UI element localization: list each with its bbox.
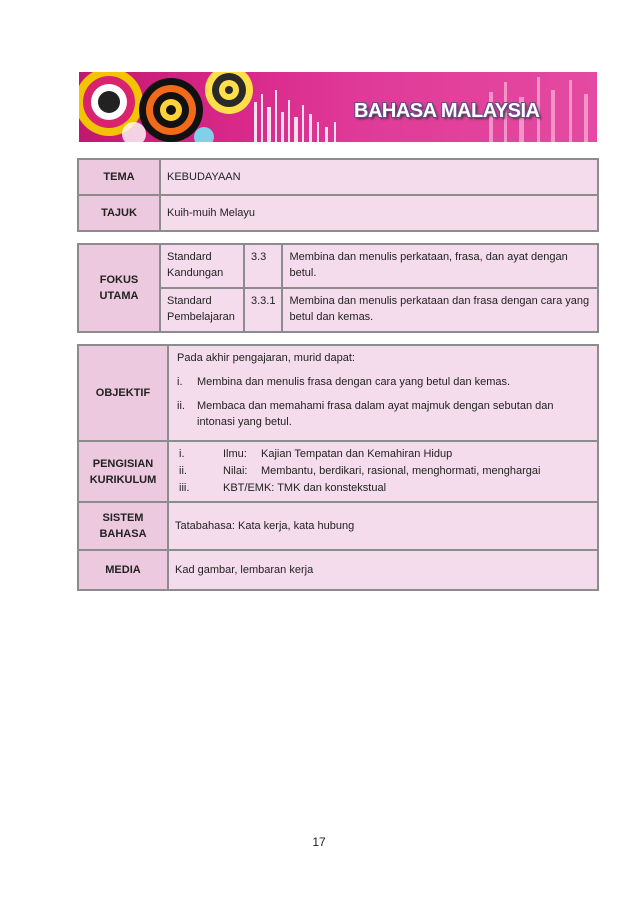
list-item-text: Membantu, berdikari, rasional, menghormati, menghargai bbox=[261, 465, 541, 477]
tajuk-value: Kuih-muih Melayu bbox=[161, 196, 597, 230]
list-item-text: Kajian Tempatan dan Kemahiran Hidup bbox=[261, 448, 453, 460]
objektif-content bbox=[169, 346, 597, 440]
objektif-label: OBJEKTIF bbox=[79, 346, 167, 440]
list-item bbox=[177, 398, 591, 430]
header-banner bbox=[79, 72, 597, 142]
media-row bbox=[79, 551, 597, 589]
page-number: 17 bbox=[312, 835, 326, 849]
lesson-details-table bbox=[77, 344, 599, 591]
pengisian-content bbox=[169, 442, 597, 501]
list-item bbox=[179, 446, 591, 463]
fokus-utama-label: FOKUS UTAMA bbox=[79, 245, 159, 331]
objektif-intro: Pada akhir pengajaran, murid dapat: bbox=[177, 352, 355, 364]
standard-kandungan-row bbox=[79, 245, 597, 287]
tajuk-row bbox=[79, 196, 597, 230]
list-item-number: ii. bbox=[179, 465, 187, 477]
list-item-text: KBT/EMK: TMK dan konstekstual bbox=[223, 482, 387, 494]
list-item-number: i. bbox=[179, 448, 185, 460]
pengisian-kurikulum-label: PENGISIAN KURIKULUM bbox=[79, 442, 167, 501]
objektif-list bbox=[177, 374, 591, 430]
list-item-text: Membaca dan memahami frasa dalam ayat majmuk dengan sebutan dan intonasi yang betul. bbox=[197, 400, 554, 428]
fokus-code: 3.3.1 bbox=[245, 289, 281, 331]
list-item bbox=[179, 463, 591, 480]
media-label: MEDIA bbox=[79, 551, 167, 589]
fokus-utama-table bbox=[77, 243, 599, 333]
list-item-text: Membina dan menulis frasa dengan cara yang betul dan kemas. bbox=[197, 376, 511, 388]
list-item-number: iii. bbox=[179, 482, 190, 494]
sistem-bahasa-value: Tatabahasa: Kata kerja, kata hubung bbox=[169, 503, 597, 549]
media-value: Kad gambar, lembaran kerja bbox=[169, 551, 597, 589]
fokus-text: Membina dan menulis perkataan dan frasa dengan cara yang betul dan kemas. bbox=[283, 289, 597, 331]
banner-title: BAHASA MALAYSIA bbox=[354, 100, 540, 122]
list-item-key: Ilmu: bbox=[223, 448, 247, 460]
sistem-bahasa-label: SISTEM BAHASA bbox=[79, 503, 167, 549]
fokus-text: Membina dan menulis perkataan, frasa, dan ayat dengan betul. bbox=[283, 245, 597, 287]
pengisian-row bbox=[79, 442, 597, 501]
tema-row bbox=[79, 160, 597, 194]
tema-label: TEMA bbox=[79, 160, 159, 194]
tema-value: KEBUDAYAAN bbox=[161, 160, 597, 194]
fokus-code: 3.3 bbox=[245, 245, 281, 287]
objektif-row bbox=[79, 346, 597, 440]
tema-tajuk-table bbox=[77, 158, 599, 232]
list-item bbox=[179, 480, 591, 497]
fokus-kind: Standard Pembelajaran bbox=[161, 289, 243, 331]
fokus-kind: Standard Kandungan bbox=[161, 245, 243, 287]
sistem-bahasa-row bbox=[79, 503, 597, 549]
list-item-number: ii. bbox=[177, 400, 185, 412]
list-item-key: Nilai: bbox=[223, 465, 248, 477]
list-item-number: i. bbox=[177, 376, 183, 388]
tajuk-label: TAJUK bbox=[79, 196, 159, 230]
list-item bbox=[177, 374, 591, 390]
